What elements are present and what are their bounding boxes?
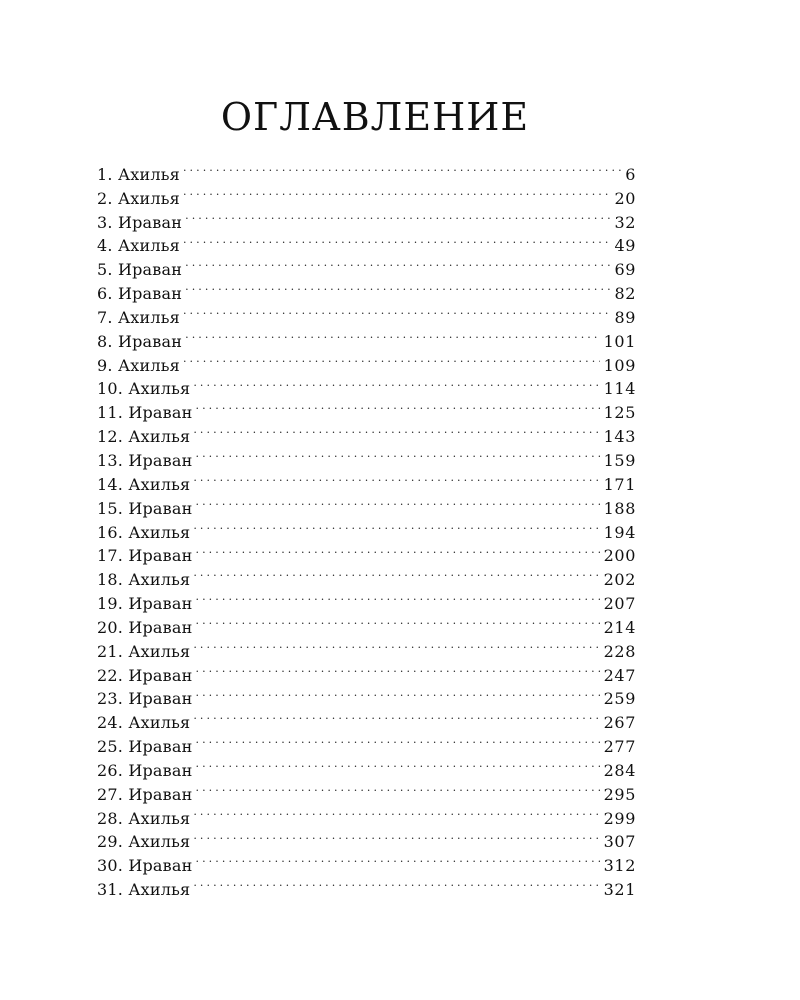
toc-entry-page-number: 188: [603, 498, 636, 518]
page-title: ОГЛАВЛЕНИЕ: [220, 95, 530, 139]
toc-entry-title: 25. Ираван: [97, 737, 193, 757]
toc-entry-page-number: 114: [603, 379, 636, 399]
toc-entry-page-number: 307: [603, 832, 636, 852]
toc-entry-title: 12. Ахилья: [97, 427, 191, 447]
toc-entry-title: 21. Ахилья: [97, 641, 191, 661]
dot-leader: [183, 347, 600, 371]
dot-leader: [195, 728, 599, 752]
dot-leader: [193, 371, 599, 395]
toc-entry-title: 28. Ахилья: [97, 808, 191, 828]
toc-entry-title: 27. Ираван: [97, 784, 193, 804]
dot-leader: [195, 442, 599, 466]
dot-leader: [193, 418, 599, 442]
toc-entry-title: 6. Ираван: [97, 284, 183, 304]
toc-entry-page-number: 125: [603, 403, 636, 423]
toc-entry-page-number: 202: [603, 570, 636, 590]
toc-entry-page-number: 267: [603, 713, 636, 733]
toc-entry-title: 19. Ираван: [97, 594, 193, 614]
toc-entry-page-number: 207: [603, 594, 636, 614]
toc-entry-title: 3. Ираван: [97, 212, 183, 232]
toc-entry-title: 10. Ахилья: [97, 379, 191, 399]
dot-leader: [195, 609, 599, 633]
dot-leader: [195, 657, 599, 681]
toc-entry-page-number: 228: [603, 641, 636, 661]
dot-leader: [185, 323, 600, 347]
toc-entry-page-number: 171: [603, 474, 636, 494]
dot-leader: [193, 514, 599, 538]
toc-entry-page-number: 89: [614, 307, 636, 327]
dot-leader: [183, 180, 611, 204]
dot-leader: [195, 394, 599, 418]
toc-entry-page-number: 200: [603, 546, 636, 566]
toc-entry-title: 30. Ираван: [97, 856, 193, 876]
dot-leader: [195, 585, 599, 609]
toc-entry-page-number: 259: [603, 689, 636, 709]
toc-entry-page-number: 32: [614, 212, 636, 232]
toc-entry-title: 24. Ахилья: [97, 713, 191, 733]
dot-leader: [193, 633, 599, 657]
toc-entry-title: 7. Ахилья: [97, 307, 180, 327]
toc-entry-title: 17. Ираван: [97, 546, 193, 566]
toc-entry-page-number: 143: [603, 427, 636, 447]
dot-leader: [183, 299, 611, 323]
toc-entry-title: 14. Ахилья: [97, 474, 191, 494]
toc-entry-title: 23. Ираван: [97, 689, 193, 709]
toc-entry-title: 20. Ираван: [97, 617, 193, 637]
toc-entry-page-number: 321: [603, 880, 636, 900]
toc-entry-title: 29. Ахилья: [97, 832, 191, 852]
toc-entry-page-number: 159: [603, 450, 636, 470]
toc-entry-page-number: 194: [603, 522, 636, 542]
toc-entry-title: 1. Ахилья: [97, 164, 180, 184]
toc-entry-page-number: 69: [614, 260, 636, 280]
dot-leader: [193, 824, 599, 848]
toc-entry-page-number: 20: [614, 188, 636, 208]
toc-entry-title: 5. Ираван: [97, 260, 183, 280]
dot-leader: [195, 681, 599, 705]
dot-leader: [193, 871, 599, 895]
toc-entry: [97, 156, 636, 184]
toc-entry-title: 26. Ираван: [97, 760, 193, 780]
toc-entry-title: 2. Ахилья: [97, 188, 180, 208]
dot-leader: [195, 776, 599, 800]
toc-entry-title: 31. Ахилья: [97, 880, 191, 900]
toc-entry-title: 15. Ираван: [97, 498, 193, 518]
dot-leader: [193, 466, 599, 490]
dot-leader: [185, 204, 610, 228]
toc-entry-title: 22. Ираван: [97, 665, 193, 685]
dot-leader: [183, 228, 611, 252]
dot-leader: [195, 847, 599, 871]
dot-leader: [185, 275, 610, 299]
toc-entry-page-number: 299: [603, 808, 636, 828]
dot-leader: [195, 538, 599, 562]
toc-entry-page-number: 277: [603, 737, 636, 757]
dot-leader: [195, 752, 599, 776]
toc-entry-page-number: 109: [603, 355, 636, 375]
toc-entry-page-number: 101: [603, 331, 636, 351]
toc-entry-title: 11. Ираван: [97, 403, 193, 423]
toc-entry-page-number: 247: [603, 665, 636, 685]
toc-entry-page-number: 214: [603, 617, 636, 637]
toc-entry-title: 8. Ираван: [97, 331, 183, 351]
toc-entry-title: 18. Ахилья: [97, 570, 191, 590]
dot-leader: [183, 156, 621, 180]
dot-leader: [193, 800, 599, 824]
toc-entry-title: 4. Ахилья: [97, 236, 180, 256]
dot-leader: [193, 561, 599, 585]
toc-entry-page-number: 284: [603, 760, 636, 780]
toc-entry-page-number: 49: [614, 236, 636, 256]
toc-entry-page-number: 6: [625, 164, 636, 184]
toc-entry-page-number: 295: [603, 784, 636, 804]
toc-entry-page-number: 312: [603, 856, 636, 876]
toc-entry-title: 16. Ахилья: [97, 522, 191, 542]
dot-leader: [193, 704, 599, 728]
dot-leader: [185, 251, 610, 275]
toc-entry-title: 9. Ахилья: [97, 355, 180, 375]
toc-entry-page-number: 82: [614, 284, 636, 304]
table-of-contents: [97, 156, 636, 900]
dot-leader: [195, 490, 599, 514]
toc-entry-title: 13. Ираван: [97, 450, 193, 470]
